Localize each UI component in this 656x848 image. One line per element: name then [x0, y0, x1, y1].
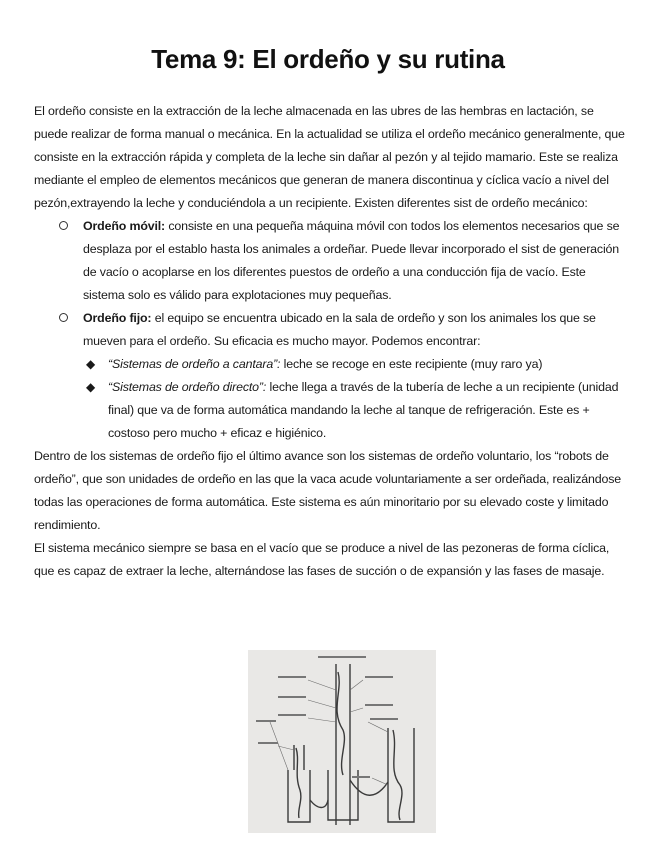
term-sistema-directo: “Sistemas de ordeño directo”: [108, 380, 267, 394]
desc-ordeno-movil: consiste en una pequeña máquina móvil con todos los elementos necesarios que se desplaza por el establo hasta los animales a ordeñar. Puede llevar incorporado el sist de generación de vacío o acoplarse en los diferentes puestos de ordeño a una conducción fija de vacío. Este sistema solo es válido para explotaciones muy pequeñas. [83, 219, 620, 302]
intro-paragraph: El ordeño consiste en la extracción de la leche almacenada en las ubres de las hembras en lactación, se puede realizar de forma manual o mecánica. En la actualidad se utiliza el ordeño mecánico generalmente, que consiste en la extracción rápida y completa de la leche sin dañar al pezón y al tejido mamario. Este se realiza mediante el empleo de elementos mecánicos que generan de manera discontinua y cíclica vacío a nivel del pezón,extrayendo la leche y conduciéndola a un recipiente. Existen diferentes sist de ordeño mecánico: [34, 104, 625, 210]
term-ordeno-fijo: Ordeño fijo: [83, 311, 152, 325]
list-item-ordeno-movil [34, 215, 626, 307]
teat-cup-diagram-icon [248, 650, 436, 833]
diamond-bullet-icon: ◆ [86, 357, 96, 371]
desc-sistema-cantara: leche se recoge en este recipiente (muy raro ya) [280, 357, 543, 371]
document-body [34, 100, 626, 583]
sublist-item-directo [34, 376, 626, 445]
robots-paragraph: Dentro de los sistemas de ordeño fijo el último avance son los sistemas de ordeño voluntario, los “robots de ordeño”, que son unidades de ordeño en las que la vaca acude voluntariamente a ser ordeñada, realizándose todas las operaciones de forma automática. Este sistema es aún minoritario por su elevado coste y limitado rendimiento. [34, 449, 621, 532]
term-ordeno-movil: Ordeño móvil: [83, 219, 166, 233]
hollow-circle-bullet-icon [59, 313, 68, 322]
hollow-circle-bullet-icon [59, 221, 68, 230]
vacuum-paragraph: El sistema mecánico siempre se basa en el vacío que se produce a nivel de las pezoneras de forma cíclica, que es capaz de extraer la leche, alternándose las fases de succión o de expansión y las fases de masaje. [34, 541, 610, 578]
list-item-ordeno-fijo [34, 307, 626, 353]
sublist-item-cantara [34, 353, 626, 376]
term-sistema-cantara: “Sistemas de ordeño a cantara”: [108, 357, 281, 371]
page-title: Tema 9: El ordeño y su rutina [151, 44, 505, 74]
desc-sistema-directo: leche llega a través de la tubería de leche a un recipiente (unidad final) que va de forma automática mandando la leche al tanque de refrigeración. Este es + costoso pero mucho + eficaz e higiénico. [108, 380, 619, 440]
desc-ordeno-fijo: el equipo se encuentra ubicado en la sala de ordeño y son los animales los que se mueven para el ordeño. Su eficacia es mucho mayor. Podemos encontrar: [83, 311, 596, 348]
diamond-bullet-icon: ◆ [86, 380, 96, 394]
